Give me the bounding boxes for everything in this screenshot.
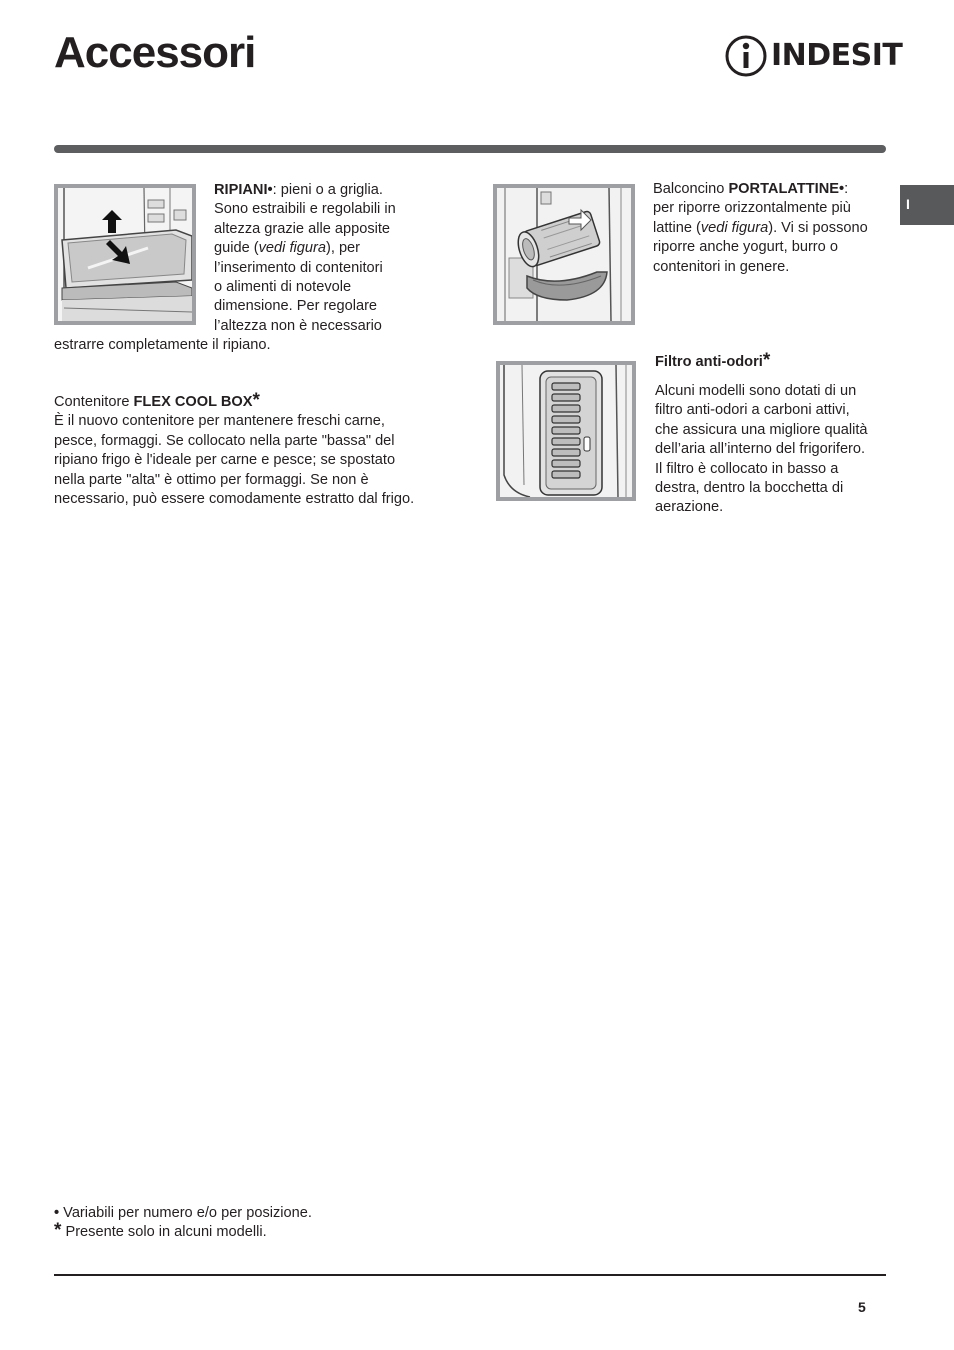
figure-reference: vedi figura	[700, 219, 769, 236]
filtro-line: dell’aria all’interno del frigorifero.	[655, 441, 866, 458]
flex-prefix: Contenitore	[54, 394, 134, 410]
flex-line: necessario, può essere comodamente estratto dal frigo.	[54, 491, 415, 508]
filtro-section	[655, 350, 771, 372]
flex-line: ripiano frigo è l'ideale per carne e pesce; se spostato	[54, 452, 396, 469]
filter-figure	[496, 361, 636, 501]
brand-logo	[725, 34, 903, 78]
ripiani-last-line: estrarre completamente il ripiano.	[54, 337, 271, 353]
shelf-illustration-icon	[58, 188, 192, 321]
flex-line: nella parte "alta" è ottimo per formaggi. Se non è	[54, 471, 369, 488]
page-number: 5	[858, 1299, 866, 1315]
portalattine-line: contenitori in genere.	[653, 258, 790, 275]
page-title: Accessori	[54, 28, 256, 77]
ripiani-line: guide (	[214, 240, 259, 257]
footnote-star-symbol: *	[54, 1220, 62, 1242]
ripiani-line: ), per	[325, 240, 361, 257]
filtro-heading: Filtro anti-odori	[655, 354, 763, 370]
ripiani-intro	[214, 181, 396, 336]
indesit-logo-icon	[725, 34, 769, 78]
filtro-line: Alcuni modelli sono dotati di un	[655, 383, 857, 399]
can-holder-illustration-icon	[497, 188, 631, 321]
variable-marker: •	[838, 181, 845, 197]
portalattine-line: per riporre orizzontalmente più	[653, 200, 851, 217]
variable-marker: •	[267, 182, 273, 198]
portalattine-section	[653, 180, 868, 277]
filtro-line: che assicura una migliore qualità	[655, 421, 868, 438]
flex-line: È il nuovo contenitore per mantenere freschi carne,	[54, 413, 385, 430]
model-star-marker: *	[762, 350, 771, 371]
portalattine-lead: :	[844, 181, 849, 197]
portalattine-line: ). Vi si possono	[768, 219, 868, 236]
filtro-line: aerazione.	[655, 499, 724, 516]
model-star-marker: *	[252, 390, 260, 411]
header-divider	[54, 145, 886, 153]
filtro-line: Il filtro è collocato in basso a	[655, 460, 839, 477]
language-tab	[900, 185, 954, 225]
ripiani-line: altezza grazie alle apposite	[214, 220, 391, 237]
ripiani-heading: RIPIANI	[214, 182, 268, 198]
footnote-bullet-symbol: •	[54, 1205, 60, 1221]
figure-reference: vedi figura	[258, 240, 326, 257]
ripiani-line: l’inserimento di contenitori	[214, 259, 383, 276]
flex-line: pesce, formaggi. Se collocato nella parte "bassa" del	[54, 432, 395, 449]
portalattine-line: riporre anche yogurt, burro o	[653, 239, 838, 256]
brand-name: INDESIT	[771, 38, 903, 73]
ripiani-line: o alimenti di notevole	[214, 279, 352, 296]
ripiani-line: l’altezza non è necessario	[214, 317, 382, 334]
ripiani-lead: : pieni o a griglia.	[272, 182, 383, 198]
filtro-line: filtro anti-odori a carboni attivi,	[655, 402, 850, 419]
ripiani-line: Sono estraibili e regolabili in	[214, 201, 396, 218]
shelf-figure	[54, 184, 196, 325]
filtro-body	[655, 382, 868, 518]
portalattine-prefix: Balconcino	[653, 181, 729, 197]
flex-heading: FLEX COOL BOX	[133, 394, 253, 410]
ripiani-line: dimensione. Per regolare	[214, 298, 378, 315]
can-holder-figure	[493, 184, 635, 325]
flex-cool-box-section	[54, 390, 415, 509]
footnote-star-text: Presente solo in alcuni modelli.	[61, 1224, 267, 1241]
footnotes	[54, 1204, 312, 1243]
filter-illustration-icon	[500, 365, 632, 497]
footer-divider	[54, 1274, 886, 1276]
portalattine-heading: PORTALATTINE	[728, 181, 839, 197]
portalattine-line: lattine (	[653, 219, 701, 236]
language-tab-label: I	[906, 196, 910, 212]
footnote-bullet-text: Variabili per numero e/o per posizione.	[59, 1205, 312, 1221]
filtro-line: destra, dentro la bocchetta di	[655, 480, 844, 497]
